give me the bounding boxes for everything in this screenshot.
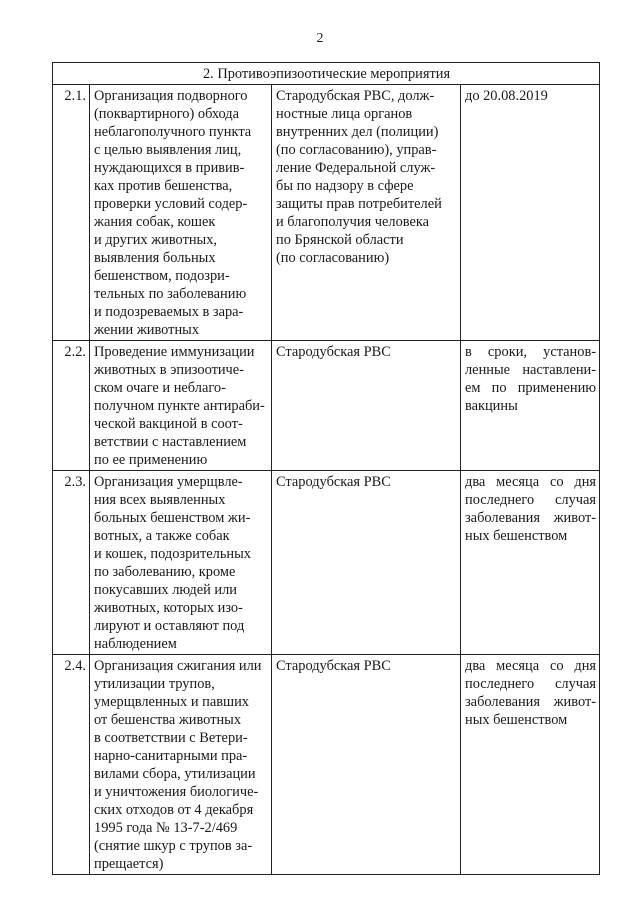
executor-cell-line: Стародубская РВС, долж- — [276, 88, 435, 104]
action-cell-line: (снятие шкур с трупов за- — [94, 838, 253, 854]
action-cell-line: ния всех выявленных — [94, 492, 226, 508]
action-cell-line: Организация умерщвле- — [94, 474, 243, 490]
executor-cell-line: Стародубская РВС — [276, 474, 391, 490]
action-cell-line: Организация подворного — [94, 88, 248, 104]
deadline-cell-line: до 20.08.2019 — [465, 88, 548, 104]
action-cell-line: покусавших людей или — [94, 582, 237, 598]
action-cell-line: с целью выявления лиц, — [94, 142, 242, 158]
executor-cell — [272, 85, 461, 341]
deadline-cell — [461, 85, 600, 341]
deadline-cell-line: два месяца со дня — [465, 474, 597, 490]
measures-table — [52, 62, 600, 875]
action-cell-line: ческой вакциной в соот- — [94, 416, 243, 432]
action-cell-line: нарно-санитарными пра- — [94, 748, 248, 764]
action-cell-line: получном пункте антираби- — [94, 398, 265, 414]
executor-cell — [272, 655, 461, 875]
action-cell-line: и уничтожения биологиче- — [94, 784, 259, 800]
executor-cell-line: бы по надзору в сфере — [276, 178, 414, 194]
deadline-cell-line: ем по применению — [465, 380, 597, 396]
deadline-cell-line: последнего случая — [465, 676, 597, 692]
item-number: 2.2. — [53, 341, 90, 471]
action-cell-line: бешенством, подозри- — [94, 268, 230, 284]
deadline-cell — [461, 471, 600, 655]
action-cell-line: тельных по заболеванию — [94, 286, 247, 302]
action-cell — [90, 341, 272, 471]
deadline-cell-line: заболевания живот- — [465, 694, 597, 710]
deadline-cell-line: ных бешенством — [465, 528, 568, 544]
action-cell-line: животных в эпизоотиче- — [94, 362, 244, 378]
action-cell — [90, 655, 272, 875]
deadline-cell-line: в сроки, установ- — [465, 344, 597, 360]
action-cell-line: больных бешенством жи- — [94, 510, 251, 526]
action-cell-line: и подозреваемых в зара- — [94, 304, 244, 320]
executor-cell-line: (по согласованию) — [276, 250, 390, 266]
action-cell-line: ветствии с наставлением — [94, 434, 247, 450]
action-cell-line: Организация сжигания или — [94, 658, 262, 674]
deadline-cell — [461, 655, 600, 875]
action-cell-line: ских отходов от 4 декабря — [94, 802, 254, 818]
deadline-cell-line: два месяца со дня — [465, 658, 597, 674]
action-cell-line: животных, которых изо- — [94, 600, 243, 616]
deadline-cell-line: заболевания живот- — [465, 510, 597, 526]
action-cell-line: ском очаге и неблаго- — [94, 380, 226, 396]
page-number: 2 — [316, 31, 324, 46]
action-cell-line: (поквартирного) обхода — [94, 106, 239, 122]
action-cell-line: умерщвленных и павших — [94, 694, 249, 710]
table-row — [53, 655, 600, 875]
action-cell-line: по ее применению — [94, 452, 208, 468]
action-cell-line: в соответствии с Ветери- — [94, 730, 248, 746]
action-cell-line: Проведение иммунизации — [94, 344, 255, 360]
action-cell-line: по заболеванию, кроме — [94, 564, 236, 580]
executor-cell-line: ностные лица органов — [276, 106, 413, 122]
action-cell-line: неблагополучного пункта — [94, 124, 252, 140]
executor-cell-line: и благополучия человека — [276, 214, 430, 230]
executor-cell-line: внутренних дел (полиции) — [276, 124, 439, 140]
action-cell-line: вотных, а также собак — [94, 528, 230, 544]
item-number: 2.1. — [53, 85, 90, 341]
section-title: 2. Противоэпизоотические мероприятия — [53, 63, 600, 85]
deadline-cell — [461, 341, 600, 471]
action-cell-line: 1995 года № 13-7-2/469 — [94, 820, 238, 836]
action-cell-line: вилами сбора, утилизации — [94, 766, 256, 782]
action-cell — [90, 471, 272, 655]
table-row — [53, 85, 600, 341]
action-cell-line: ках против бешенства, — [94, 178, 233, 194]
executor-cell-line: Стародубская РВС — [276, 344, 391, 360]
deadline-cell-line: ных бешенством — [465, 712, 568, 728]
executor-cell-line: по Брянской области — [276, 232, 404, 248]
deadline-cell-line: последнего случая — [465, 492, 597, 508]
action-cell-line: проверки условий содер- — [94, 196, 248, 212]
executor-cell-line: защиты прав потребителей — [276, 196, 442, 212]
action-cell-line: утилизации трупов, — [94, 676, 215, 692]
action-cell-line: от бешенства животных — [94, 712, 242, 728]
action-cell-line: выявления больных — [94, 250, 216, 266]
executor-cell — [272, 341, 461, 471]
deadline-cell-line: ленные наставлени- — [465, 362, 597, 378]
table-row — [53, 471, 600, 655]
action-cell-line: лируют и оставляют под — [94, 618, 245, 634]
table-row — [53, 341, 600, 471]
action-cell-line: и других животных, — [94, 232, 218, 248]
action-cell-line: жении животных — [94, 322, 200, 338]
executor-cell-line: (по согласованию), управ- — [276, 142, 437, 158]
action-cell-line: наблюдением — [94, 636, 177, 652]
item-number: 2.4. — [53, 655, 90, 875]
deadline-cell-line: вакцины — [465, 398, 518, 414]
section-header-row — [53, 63, 600, 85]
action-cell-line: прещается) — [94, 856, 164, 872]
executor-cell-line: Стародубская РВС — [276, 658, 391, 674]
executor-cell-line: ление Федеральной служ- — [276, 160, 436, 176]
item-number: 2.3. — [53, 471, 90, 655]
action-cell — [90, 85, 272, 341]
action-cell-line: и кошек, подозрительных — [94, 546, 251, 562]
action-cell-line: нуждающихся в привив- — [94, 160, 245, 176]
executor-cell — [272, 471, 461, 655]
action-cell-line: жания собак, кошек — [94, 214, 216, 230]
